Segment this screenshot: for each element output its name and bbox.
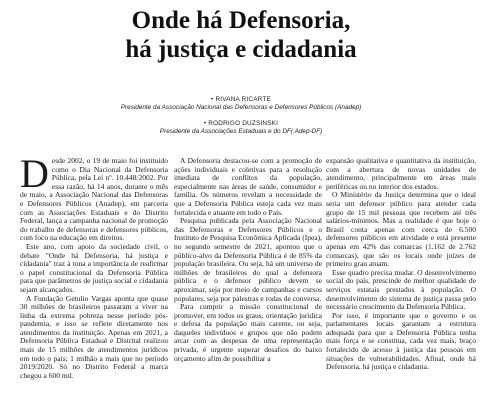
paragraph: expansão qualitativa e quantitativa da instituição, com a abertura de novas unidades de atendimento, principalmente em áreas mais periféricas ou no interior dos estados. — [326, 157, 476, 191]
paragraph — [20, 157, 168, 243]
paragraph: Este ano, com apoio da sociedade civil, o debate "Onde há Defensoria, há justiça e cidadania" traz à tona a importância de reafirmar o papel constitucional da Defensoria Pública para que parâmetros de justiça social e cidadania sejam alcançados. — [20, 241, 168, 294]
paragraph-text: esde 2002, o 19 de maio foi instituído como o Dia Nacional da Defensoria Pública, pela Lei nº. 10.448/2002. Por essa razão, há 14 anos, durante o mês de maio, a Associação Nacional das Defensoras e Defensores Públicos (Anadep), em parceria com as Associações Estaduais e do Distrito Federal, lança a campanha nacional de promoção do trabalho de defensoras e defensores públicos, com foco na educação em direitos. — [20, 157, 168, 243]
author-role: Presidente da Associação Nacional das Defensoras e Defensores Públicos (Anadep) — [120, 104, 362, 111]
paragraph: A Fundação Getulio Vargas aponta que quase 30 milhões de brasileiros passaram a viver na linha da extrema pobreza nesse período pós-pandemia, e isso se reflete diretamente nos atendimentos da instituição. Apenas em 2021, a Defensoria Pública Estadual e Distrital realizou mais de 15 milhões de atendimentos jurídicos em todo o país; 1 milhão a mais que no período 2019/2020. Só no Distrito Federal a marca chegou a 600 mil. — [20, 293, 168, 380]
paragraph: Por isso, é importante que o governo e os parlamentares locais garantam a estrutura adequada para que a Defensoria Pública tenha mais força e se constitua, cada vez mais, braço fortalecido de acesso à justiça das pessoas em situações de vulnerabilidades. Afinal, onde há Defensoria, há justiça e cidadania. — [326, 310, 476, 372]
article-column-1 — [20, 157, 168, 397]
drop-cap: D — [20, 157, 49, 196]
paragraph: O Ministério da Justiça determina que o ideal seria um defensor público para atender cada grupo de 15 mil pessoas que recebem até três salários-mínimos. Mas a realidade é que hoje o Brasil conta apenas com cerca de 6.500 defensores públicos em atividade e está presente apenas em 42% das comarcas (1.162 de 2.762 comarcas), que são os locais onde juízes de primeiro grau atuam. — [326, 190, 476, 269]
paragraph: Para cumprir a missão constitucional de promover, em todos os graus, orientação jurídica e defesa da população mais carente, ou seja, daqueles indivíduos e grupos que não podem arcar com as despesas de uma representação privada, é urgente superar desafios do baixo orçamento afim de possibilitar a — [174, 302, 322, 363]
author-role: Presidente da Associações Estaduais e do DF( Adep-DF) — [159, 128, 323, 135]
author-name: • RIVANA RICARTE — [211, 96, 271, 103]
byline-author-2 — [0, 120, 482, 136]
headline — [0, 6, 482, 64]
paragraph: Pesquisa publicada pela Associação Nacional das Defensoras e Defensores Públicos e o Instituto de Pesquisa Econômica Aplicada (Ipea), no segundo semestre de 2021, apontou que o público-alvo da Defensoria Pública é de 85% da população brasileira. Ou seja, há um universo de milhões de brasileiros do qual a defensora pública e o defensor público devem se aproximar, seja por meio de campanhas e cursos populares, seja por palestras e rodas de conversa. — [174, 216, 322, 303]
headline-line-1: Onde há Defensoria, — [131, 7, 351, 34]
article-column-3 — [326, 157, 476, 397]
headline-line-2: há justiça e cidadania — [125, 36, 357, 63]
paragraph: Esse quadro precisa mudar. O desenvolvimento social do país, prescinde de melhor qualidade de serviços estatais prestados à população. O desenvolvimento do sistema de justiça passa pelo necessário crescimento da Defensoria Pública. — [326, 267, 476, 312]
byline-author-1 — [0, 96, 482, 112]
article-column-2 — [174, 157, 322, 397]
author-name: • RODRIGO DUZSINSKI — [203, 120, 279, 127]
paragraph: A Defensoria destacou-se com a promoção de ações individuais e coletivas para a resolução imediata de conflitos da população, especialmente nas áreas de saúde, consumidor e família. Os números revelam a necessidade de que a Defensoria Pública esteja cada vez mais fortalecida e atuante em todo o País. — [174, 157, 322, 217]
